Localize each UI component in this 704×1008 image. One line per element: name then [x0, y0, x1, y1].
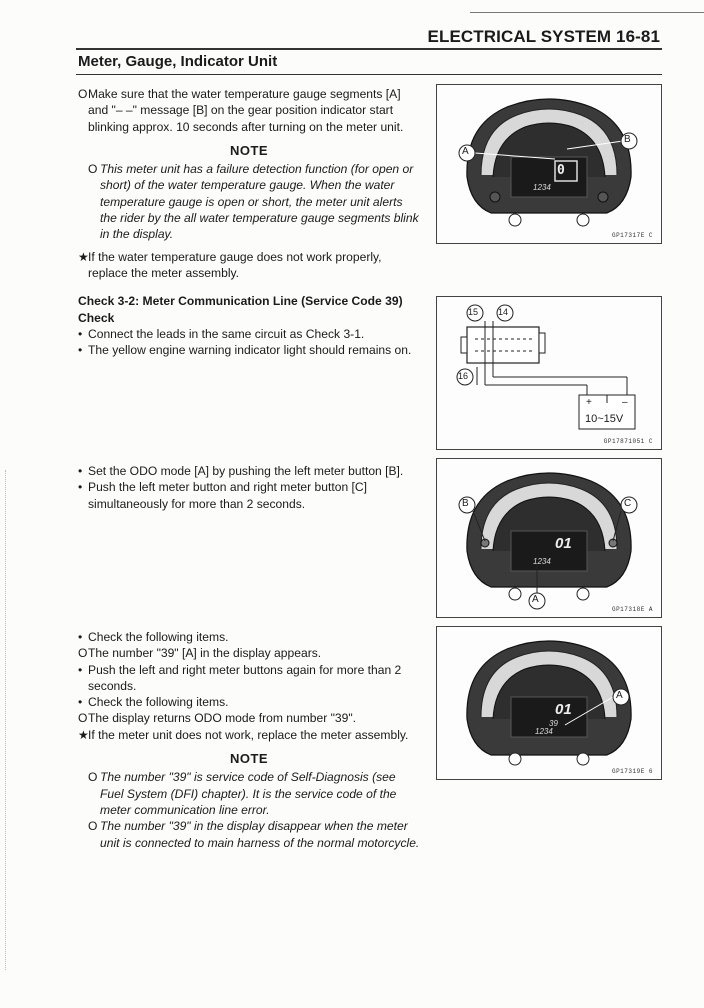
service-code-display: 39 — [549, 719, 558, 728]
gear-indicator: 01 — [555, 701, 572, 718]
title-rule-top — [76, 48, 662, 50]
figure-meter-service-code — [436, 626, 662, 780]
title-rule-bottom — [76, 74, 662, 75]
callout-14: 14 — [498, 307, 509, 317]
battery-plus: + — [586, 397, 592, 408]
note-text: O This meter unit has a failure detection function (for open or short) of the water temperature gauge. When the water temperature gauge is open or short, the meter unit alerts the rider by the all water temperature gauge segments blink in the display. — [88, 162, 419, 242]
odo-readout: 1234 — [535, 727, 553, 736]
figure-code: GP17319E 6 — [611, 768, 653, 775]
note-title: NOTE — [229, 751, 269, 767]
bullet-item: • Check the following items. — [78, 630, 229, 644]
block-check-items — [78, 629, 420, 851]
callout-a: A — [616, 690, 623, 701]
note-title: NOTE — [229, 142, 269, 158]
battery-voltage: 10~15V — [585, 413, 624, 425]
top-rule — [470, 12, 704, 13]
figure-code: GP17317E C — [611, 232, 653, 239]
figure-meter-water-temp — [436, 84, 662, 244]
gear-indicator: 01 — [555, 535, 572, 552]
callout-b: B — [624, 134, 631, 145]
note-text: O The number "39" in the display disappear when the meter unit is connected to main harness of the normal motorcycle. — [88, 819, 420, 850]
check-heading: Check 3-2: Meter Communication Line (Service Code 39) Check — [78, 294, 403, 325]
battery-minus: – — [622, 397, 628, 408]
paragraph: ★ If the meter unit does not work, replace the meter assembly. — [78, 727, 409, 742]
callout-c: C — [624, 498, 632, 509]
figure-meter-buttons — [436, 458, 662, 618]
chapter-title: Meter, Gauge, Indicator Unit — [78, 53, 278, 70]
paragraph: O The number "39" [A] in the display appears. — [78, 646, 322, 661]
bullet-item: • Push the left and right meter buttons again for more than 2 seconds. — [78, 662, 402, 693]
block-water-temp — [78, 86, 420, 358]
callout-a: A — [532, 594, 539, 605]
odo-readout: 1234 — [533, 183, 551, 192]
gear-indicator: 0 — [557, 163, 565, 178]
callout-b: B — [462, 498, 469, 509]
figure-code: GP17318E A — [611, 606, 653, 613]
bullet-item: • Connect the leads in the same circuit as Check 3-1. — [78, 326, 365, 341]
bullet-item: • Set the ODO mode [A] by pushing the left meter button [B]. — [78, 464, 404, 478]
figure-connector-wiring — [436, 296, 662, 450]
odo-readout: 1234 — [533, 557, 551, 566]
margin-marks — [5, 470, 9, 970]
callout-a: A — [462, 146, 469, 157]
paragraph: O The display returns ODO mode from number "39". — [78, 711, 357, 726]
note-text: O The number "39" is service code of Self-Diagnosis (see Fuel System (DFI) chapter). It is the service code of the meter communication line error. — [88, 770, 397, 817]
figure-code: GP17871051 C — [603, 438, 653, 445]
section-title: ELECTRICAL SYSTEM 16-81 — [427, 27, 660, 46]
block-odo-mode — [78, 463, 420, 512]
paragraph: O Make sure that the water temperature gauge segments [A] and "– –" message [B] on the gear position indicator start blinking approx. 10 seconds after turning on the meter unit. — [78, 87, 404, 134]
paragraph: ★ If the water temperature gauge does not work properly, replace the meter assembly. — [78, 249, 382, 280]
bullet-item: • The yellow engine warning indicator light should remains on. — [78, 343, 412, 358]
callout-15: 15 — [468, 307, 479, 317]
bullet-item: • Push the left meter button and right meter button [C] simultaneously for more than 2 seconds. — [78, 480, 367, 511]
callout-16: 16 — [458, 371, 469, 381]
bullet-item: • Check the following items. — [78, 695, 229, 710]
